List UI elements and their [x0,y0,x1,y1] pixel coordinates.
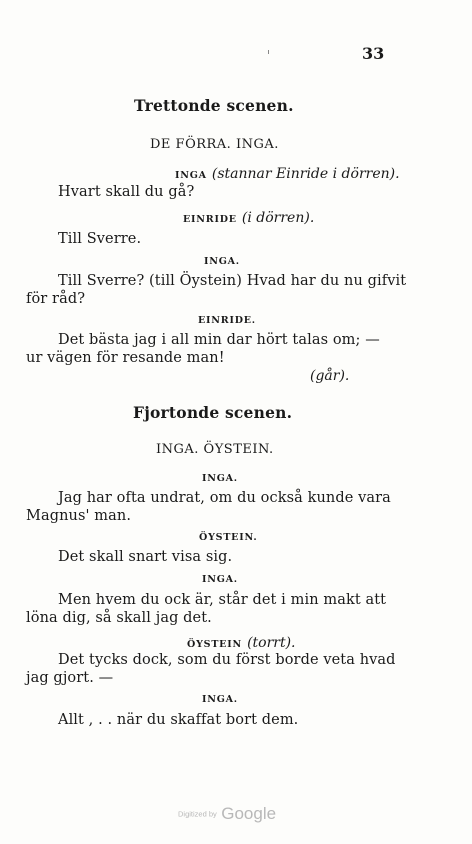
dialogue-line: Det skall snart visa sig. [58,549,233,565]
dialogue-line: Till Sverre? (till Öystein) Hvad har du nu gifvit [58,273,407,289]
speaker-name: ÖYSTEIN. [199,532,258,543]
scene-title-fjortonde: Fjortonde scenen. [133,403,293,422]
dialogue-line: Det bästa jag i all min dar hört talas om; — [58,332,380,348]
speaker-name: INGA. [204,256,240,267]
speaker-name: EINRIDE. [198,315,256,326]
dialogue-line: löna dig, så skall jag det. [26,610,212,626]
dialogue-line: Till Sverre. [58,231,142,247]
speaker-name: ÖYSTEIN [187,639,242,650]
speaker-name: EINRIDE [183,214,237,225]
dialogue-line: Hvart skall du gå? [58,184,195,200]
print-mark [268,50,269,54]
stage-direction: (torrt). [247,635,296,651]
dialogue-line: ur vägen för resande man! [26,350,225,366]
dialogue-line: för råd? [26,291,86,307]
stage-direction: (går). [310,368,350,384]
stage-direction: (i dörren). [241,210,315,226]
dialogue-line: Det tycks dock, som du först borde veta hvad [58,652,396,668]
scene-cast-list: INGA. ÖYSTEIN. [156,442,274,457]
stage-direction: (stannar Einride i dörren). [211,166,400,182]
speaker-name: INGA. [202,574,238,585]
stage-heading [183,207,314,226]
speaker-name: INGA. [202,694,238,705]
scene-cast-list: DE FÖRRA. INGA. [150,137,279,152]
stage-heading [175,163,400,182]
dialogue-line: jag gjort. — [26,670,114,686]
dialogue-line: Jag har ofta undrat, om du också kunde vara [58,490,391,506]
dialogue-line: Magnus' man. [26,508,132,524]
page-number: 33 [362,44,385,63]
digitization-watermark [178,804,276,824]
scene-title-trettonde: Trettonde scenen. [134,96,294,115]
speaker-name: INGA. [202,473,238,484]
dialogue-line: Men hvem du ock är, står det i min makt att [58,592,387,608]
speaker-name: INGA [175,170,207,181]
stage-heading [187,632,296,651]
digitized-by-label: Digitized by [178,809,217,819]
dialogue-line: Allt , . . när du skaffat bort dem. [58,712,299,728]
google-logo: Google [221,804,277,823]
